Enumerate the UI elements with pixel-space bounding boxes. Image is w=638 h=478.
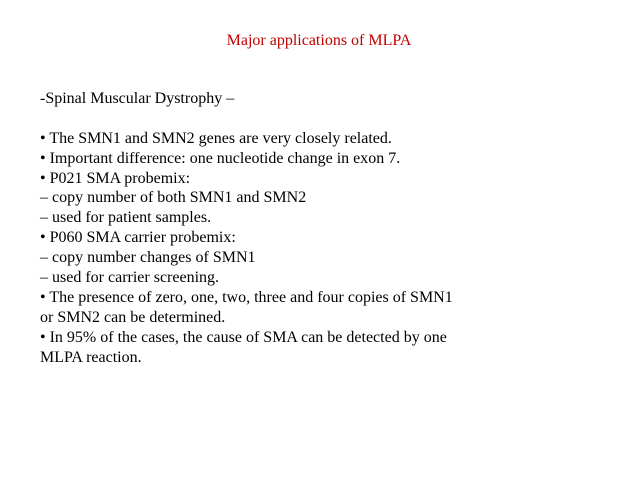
slide-body bbox=[40, 89, 620, 367]
slide-title: Major applications of MLPA bbox=[226, 32, 412, 49]
body-line: • Important difference: one nucleotide change in exon 7. bbox=[40, 149, 401, 167]
body-line: • The presence of zero, one, two, three and four copies of SMN1 bbox=[40, 288, 453, 306]
body-line: • P021 SMA probemix: bbox=[40, 169, 191, 187]
body-line: • In 95% of the cases, the cause of SMA can be detected by one bbox=[40, 328, 447, 346]
body-line: – used for patient samples. bbox=[40, 209, 212, 227]
body-line: MLPA reaction. bbox=[40, 348, 142, 366]
body-line: • The SMN1 and SMN2 genes are very closely related. bbox=[40, 129, 392, 147]
body-line: or SMN2 can be determined. bbox=[40, 308, 226, 326]
body-line: – used for carrier screening. bbox=[40, 269, 220, 287]
body-line-heading: -Spinal Muscular Dystrophy – bbox=[40, 90, 235, 107]
body-line: – copy number of both SMN1 and SMN2 bbox=[40, 189, 307, 207]
body-line: – copy number changes of SMN1 bbox=[40, 249, 256, 267]
body-line: • P060 SMA carrier probemix: bbox=[40, 229, 236, 247]
body-line-blank bbox=[40, 109, 620, 129]
